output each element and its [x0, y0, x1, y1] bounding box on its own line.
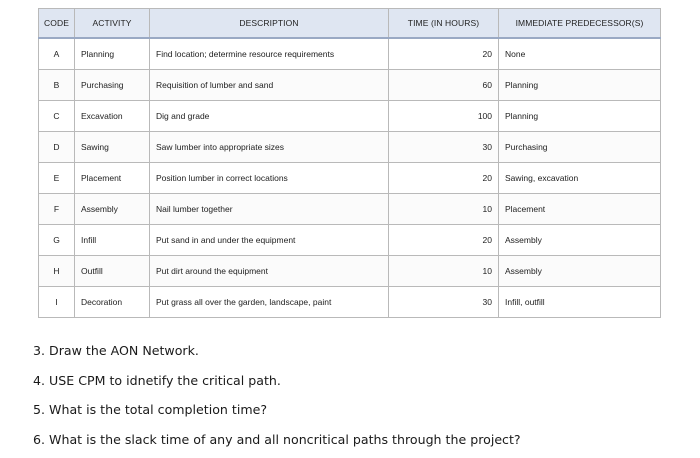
cell-code: C: [39, 101, 75, 132]
cell-code: G: [39, 225, 75, 256]
cell-predecessor: Planning: [499, 101, 661, 132]
cell-time: 30: [389, 132, 499, 163]
cell-time: 30: [389, 287, 499, 318]
question-6: 6. What is the slack time of any and all noncritical paths through the project?: [33, 431, 521, 447]
cell-time: 20: [389, 225, 499, 256]
activity-table: [38, 8, 661, 318]
table-row: [39, 256, 661, 287]
cell-code: D: [39, 132, 75, 163]
cell-code: F: [39, 194, 75, 225]
cell-code: A: [39, 38, 75, 70]
cell-activity: Planning: [75, 38, 150, 70]
cell-code: B: [39, 70, 75, 101]
cell-activity: Placement: [75, 163, 150, 194]
table-row: [39, 101, 661, 132]
cell-activity: Decoration: [75, 287, 150, 318]
header-activity: ACTIVITY: [75, 9, 150, 39]
cell-description: Put grass all over the garden, landscape, paint: [150, 287, 389, 318]
cell-predecessor: Assembly: [499, 225, 661, 256]
cell-predecessor: Assembly: [499, 256, 661, 287]
cell-time: 10: [389, 256, 499, 287]
header-predecessor: IMMEDIATE PREDECESSOR(S): [499, 9, 661, 39]
table-row: [39, 163, 661, 194]
header-time: TIME (IN HOURS): [389, 9, 499, 39]
cell-time: 10: [389, 194, 499, 225]
questions-list: [33, 336, 521, 454]
cell-time: 100: [389, 101, 499, 132]
header-code: CODE: [39, 9, 75, 39]
cell-predecessor: Purchasing: [499, 132, 661, 163]
cell-activity: Excavation: [75, 101, 150, 132]
cell-predecessor: Infill, outfill: [499, 287, 661, 318]
question-5: 5. What is the total completion time?: [33, 402, 268, 417]
cell-time: 60: [389, 70, 499, 101]
cell-time: 20: [389, 38, 499, 70]
table-row: [39, 287, 661, 318]
cell-description: Put sand in and under the equipment: [150, 225, 389, 256]
cell-description: Find location; determine resource requirements: [150, 38, 389, 70]
table-header-row: [39, 9, 661, 39]
cell-activity: Outfill: [75, 256, 150, 287]
table-row: [39, 38, 661, 70]
cell-description: Saw lumber into appropriate sizes: [150, 132, 389, 163]
cell-description: Put dirt around the equipment: [150, 256, 389, 287]
cell-description: Position lumber in correct locations: [150, 163, 389, 194]
cell-activity: Sawing: [75, 132, 150, 163]
cell-description: Requisition of lumber and sand: [150, 70, 389, 101]
cell-predecessor: Planning: [499, 70, 661, 101]
table-row: [39, 132, 661, 163]
question-3: 3. Draw the AON Network.: [33, 343, 199, 358]
cell-time: 20: [389, 163, 499, 194]
cell-description: Dig and grade: [150, 101, 389, 132]
cell-code: H: [39, 256, 75, 287]
cell-code: I: [39, 287, 75, 318]
cell-predecessor: Placement: [499, 194, 661, 225]
cell-code: E: [39, 163, 75, 194]
header-description: DESCRIPTION: [150, 9, 389, 39]
table-row: [39, 194, 661, 225]
cell-activity: Purchasing: [75, 70, 150, 101]
cell-predecessor: None: [499, 38, 661, 70]
table-row: [39, 225, 661, 256]
cell-description: Nail lumber together: [150, 194, 389, 225]
cell-predecessor: Sawing, excavation: [499, 163, 661, 194]
question-4: 4. USE CPM to idnetify the critical path.: [33, 372, 281, 388]
activity-table-container: [38, 8, 655, 318]
table-row: [39, 70, 661, 101]
cell-activity: Infill: [75, 225, 150, 256]
cell-activity: Assembly: [75, 194, 150, 225]
